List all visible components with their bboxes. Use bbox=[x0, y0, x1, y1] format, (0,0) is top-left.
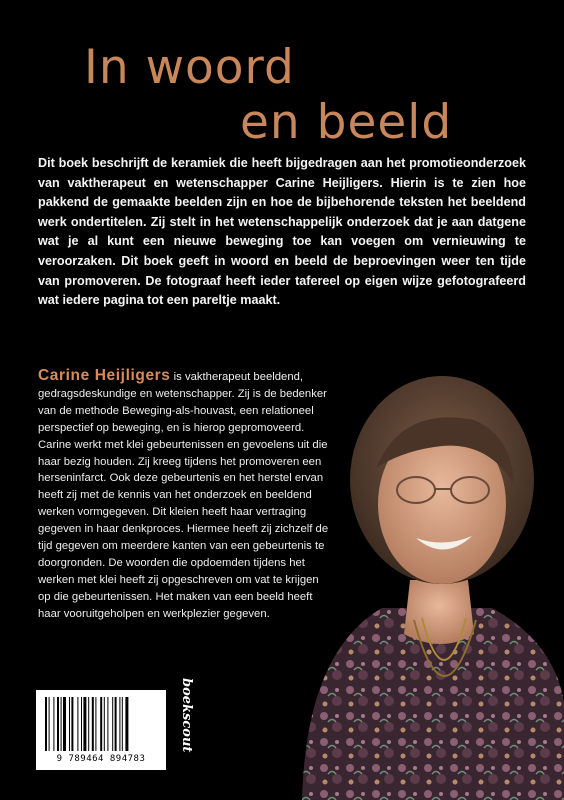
barcode-bar bbox=[104, 697, 105, 751]
author-bio bbox=[38, 368, 334, 623]
book-title-line-2: en beeld bbox=[240, 95, 453, 150]
publisher-logo-text: boekscout bbox=[179, 678, 194, 753]
barcode-bar bbox=[100, 697, 102, 751]
barcode-bar bbox=[125, 697, 128, 751]
barcode-bar bbox=[57, 697, 59, 751]
blurb-text: Dit boek beschrijft de keramiek die heeft bijgedragen aan het promotieonderzoek van vaktherapeut en wetenschapper Carine Heijligers. Hierin is te zien hoe pakkend de gemaakte beelden zijn en hoe de bijbehorende teksten het beeldend werk ondertitelen. Zij stelt in het wetenschappelijk onderzoek dat je aan datgene wat je al kunt een nieuwe beweging toe kan voegen om vernieuwing te veroorzaken. Dit boek geeft in woord en beeld de beproevingen weer ten tijde van promoveren. De fotograaf heeft ieder tafereel op eigen wijze gefotografeerd wat iedere pagina tot een pareltje maakt. bbox=[38, 156, 526, 308]
barcode-bar bbox=[88, 697, 89, 751]
barcode-bar bbox=[119, 697, 120, 751]
barcode-bar bbox=[69, 697, 70, 751]
author-name: Carine Heijligers bbox=[38, 367, 171, 384]
barcode-bar bbox=[95, 697, 96, 751]
book-title-line-1: In woord bbox=[84, 40, 295, 95]
author-bio-text: is vaktherapeut beeldend, gedragsdeskundige en wetenschapper. Zij is de bedenker van de methode Beweging-als-houvast, een relationeel perspectief op beweging, en is hierop gepromoveerd. Carine werkt met klei gebeurtenissen en gevoelens uit die haar bezig houden. Zij kreeg tijdens het promoveren een herseninfarct. Ook deze gebeurtenis en het herstel ervan heeft zij met de kennis van het onderzoek en beeldend werken vormgegeven. Dit kleien heeft haar vertraging gegeven in haar denkproces. Hiermee heeft zij zichzelf de tijd gegeven om meerdere kanten van een gebeurtenis te doorgronden. De woorden die opdoemden tijdens het werken met klei heeft zij opgeschreven om vat te krijgen op die gebeurtenissen. Het maken van een beeld heeft haar vooruitgeholpen en werkplezier gegeven. bbox=[38, 371, 329, 620]
barcode-bar bbox=[45, 697, 47, 751]
barcode-bars bbox=[37, 691, 165, 753]
barcode-bar bbox=[112, 697, 113, 751]
barcode-bar bbox=[71, 697, 73, 751]
barcode-bar bbox=[61, 697, 62, 751]
isbn-barcode bbox=[36, 690, 166, 770]
publisher-logo bbox=[177, 676, 197, 760]
barcode-bar bbox=[92, 697, 94, 751]
barcode-bar bbox=[107, 697, 108, 751]
barcode-bar bbox=[63, 697, 66, 751]
barcode-bar bbox=[53, 697, 54, 751]
barcode-bar bbox=[83, 697, 86, 751]
barcode-bar bbox=[49, 697, 50, 751]
barcode-bar bbox=[122, 697, 123, 751]
barcode-bar bbox=[77, 697, 78, 751]
isbn-number: 9 789464 894783 bbox=[56, 754, 146, 764]
barcode-bar bbox=[115, 697, 117, 751]
barcode-bar bbox=[81, 697, 82, 751]
book-title bbox=[0, 40, 564, 150]
